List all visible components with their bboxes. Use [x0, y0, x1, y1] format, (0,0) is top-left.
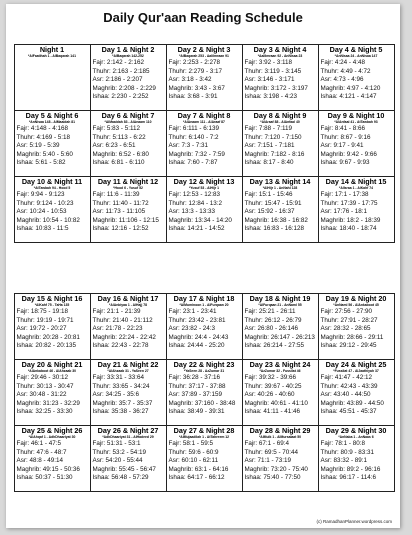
prayer-reading-row: Fajr: 2:253 - 2:278 [168, 59, 220, 66]
prayer-reading-row: Maghrib: 16:38 - 16:82 [244, 216, 308, 224]
prayer-reading-row: Fajr: 41:47 - 42:12 [320, 374, 372, 381]
prayer-reading-row: Thuhr: 7:120 - 7:150 [244, 133, 302, 141]
prayer-reading-row: Ishaa: 18:40 - 18:74 [320, 225, 377, 233]
schedule-cell [90, 176, 167, 243]
prayer-reading-row: Maghrib: 7:182 - 8:16 [244, 150, 305, 158]
cell-surah-range: *AlMaaidah 83 - AlAnaam 110 [104, 120, 152, 124]
prayer-reading-row: Thuhr: 69:5 - 70:44 [244, 448, 299, 456]
cell-surah-range: *Yusuf 53 - AlHijr 1 [188, 186, 220, 190]
schedule-cell [318, 44, 395, 111]
prayer-reading-row: Fajr: 4:24 - 4:48 [320, 59, 365, 66]
prayer-reading-row: Thuhr: 6:140 - 7:2 [168, 133, 219, 141]
prayer-reading-row: Ishaa: 3:198 - 4:23 [244, 93, 298, 101]
cell-day-heading: Night 1 [39, 44, 65, 54]
prayer-reading-row: Asr: 34:25 - 35:6 [92, 391, 140, 399]
cell-surah-range: *AlFaatihah 1 - AlBaqarah 141 [28, 54, 76, 58]
prayer-reading-row: Thuhr: 30:13 - 30:47 [16, 382, 74, 390]
cell-surah-range: *AlIsraa 1 - AlKahf 74 [339, 186, 373, 190]
prayer-reading-row: Asr: 4:73 - 4:96 [320, 76, 364, 84]
prayer-reading-row: Thuhr: 47:6 - 48:7 [16, 448, 67, 456]
cell-day-heading: Day 11 & Night 12 [97, 176, 159, 186]
schedule-cell [318, 425, 395, 492]
schedule-page [6, 4, 400, 528]
prayer-reading-row: Ishaa: 5:61 - 5:82 [16, 159, 66, 167]
prayer-reading-row: Asr: 3:18 - 3:42 [168, 76, 212, 84]
prayer-reading-row: Maghrib: 5:40 - 5:60 [16, 150, 73, 158]
schedule-cell [14, 44, 91, 111]
schedule-cell [318, 293, 395, 360]
prayer-reading-row: Ishaa: 50:37 - 51:30 [16, 474, 73, 482]
prayer-reading-row: Asr: 5:19 - 5:39 [16, 142, 60, 150]
prayer-reading-row: Maghrib: 49:15 - 50:36 [16, 465, 80, 473]
cell-day-heading: Day 17 & Night 18 [173, 293, 235, 303]
schedule-cell [242, 425, 319, 492]
schedule-cell [14, 176, 91, 243]
prayer-reading-row: Asr: 2:186 - 2:207 [92, 76, 143, 84]
cell-day-heading: Day 28 & Night 29 [249, 425, 311, 435]
prayer-reading-row: Fajr: 6:111 - 6:139 [168, 125, 220, 132]
prayer-reading-row: Thuhr: 11:40 - 11:72 [92, 199, 149, 207]
cell-surah-range: *AlAnaam 111 - AlAraaf 87 [183, 120, 225, 124]
prayer-reading-row: Maghrib: 11:106 - 12:15 [92, 216, 159, 224]
schedule-cell [14, 425, 91, 492]
prayer-reading-row: Maghrib: 4:97 - 4:120 [320, 84, 381, 92]
prayer-reading-row: Fajr: 8:41 - 8:66 [320, 125, 365, 132]
prayer-reading-row: Ishaa: 64:17 - 66:12 [168, 474, 225, 482]
prayer-reading-row: Thuhr: 3:119 - 3:145 [244, 67, 302, 75]
cell-surah-range: *AtTawbah 94 - Hood 5 [33, 186, 71, 190]
prayer-reading-row: Thuhr: 33:65 - 34:24 [92, 382, 150, 390]
cell-surah-range: *AnNaml 56 - AlAnkaboot 45 [333, 303, 379, 307]
cell-surah-range: *YaSeen 28 - AzZumar 31 [183, 369, 225, 373]
cell-surah-range: *AlMujaadilah 1 - AtTahreem 12 [178, 435, 230, 439]
prayer-reading-row: Ishaa: 38:49 - 39:31 [168, 408, 225, 416]
cell-day-heading: Day 23 & Night 24 [249, 359, 311, 369]
prayer-reading-row: Fajr: 9:94 - 9:123 [16, 191, 65, 198]
cell-surah-range: *Fussilat 47 - AlJaathiyah 37 [333, 369, 379, 373]
prayer-reading-row: Fajr: 27:56 - 27:90 [320, 308, 372, 315]
cell-surah-range: *AaliImraan 92 - AnNisaa 23 [257, 54, 303, 58]
prayer-reading-row: Asr: 83:32 - 89:1 [320, 457, 368, 465]
prayer-reading-row: Ishaa: 56:48 - 57:29 [92, 474, 149, 482]
cell-surah-range: *AlHijr 1 - AnNahl 128 [262, 186, 298, 190]
cell-day-heading: Day 7 & Night 8 [177, 110, 231, 120]
prayer-reading-row: Asr: 28:32 - 28:65 [320, 325, 371, 333]
prayer-reading-row: Maghrib: 10:54 - 10:82 [16, 216, 80, 224]
prayer-reading-row: Thuhr: 42:43 - 43:39 [320, 382, 378, 390]
prayer-reading-row: Asr: 17:76 - 18:1 [320, 208, 368, 216]
prayer-reading-row: Asr: 10:24 - 10:53 [16, 208, 67, 216]
prayer-reading-row: Fajr: 25:21 - 26:11 [244, 308, 296, 315]
prayer-reading-row: Maghrib: 55:45 - 56:47 [92, 465, 156, 473]
prayer-reading-row: Fajr: 18:75 - 19:18 [16, 308, 68, 315]
prayer-reading-row: Maghrib: 7:32 - 7:59 [168, 150, 225, 158]
cell-day-heading: Day 16 & Night 17 [97, 293, 159, 303]
prayer-reading-row: Fajr: 23:1 - 23:41 [168, 308, 217, 315]
prayer-reading-row: Fajr: 15:1 - 15:46 [244, 191, 293, 198]
cell-day-heading: Day 4 & Night 5 [329, 44, 383, 54]
cell-day-heading: Day 12 & Night 13 [173, 176, 235, 186]
schedule-cell [242, 293, 319, 360]
cell-day-heading: Day 1 & Night 2 [101, 44, 155, 54]
prayer-reading-row: Maghrib: 43:89 - 44:50 [320, 399, 384, 407]
prayer-reading-row: Asr: 6:23 - 6:51 [92, 142, 136, 150]
schedule-cell [166, 44, 243, 111]
schedule-cell [14, 110, 91, 177]
schedule-cell [166, 110, 243, 177]
schedule-cell [242, 176, 319, 243]
prayer-reading-row: Fajr: 17:1 - 17:38 [320, 191, 369, 198]
schedule-cell [318, 359, 395, 426]
prayer-reading-row: Asr: 54:20 - 55:44 [92, 457, 143, 465]
prayer-reading-row: Ishaa: 2:230 - 2:252 [92, 93, 149, 101]
prayer-reading-row: Maghrib: 20:28 - 20:81 [16, 333, 80, 341]
prayer-reading-row: Maghrib: 35:7 - 35:37 [92, 399, 153, 407]
prayer-reading-row: Maghrib: 63:1 - 64:16 [168, 465, 229, 473]
schedule-cell [242, 44, 319, 111]
cell-surah-range: *AlMulk 1 - AlMursalaat 50 [258, 435, 302, 439]
prayer-reading-row: Asr: 40:26 - 40:60 [244, 391, 295, 399]
schedule-cell [242, 110, 319, 177]
cell-surah-range: *AlMuminoon 1 - AlFurqaan 20 [179, 303, 229, 307]
prayer-reading-row: Fajr: 2:142 - 2:162 [92, 59, 144, 66]
prayer-reading-row: Asr: 19:72 - 20:27 [16, 325, 67, 333]
prayer-reading-row: Thuhr: 17:39 - 17:75 [320, 199, 378, 207]
cell-surah-range: *AlAhzaab 31 - YaSeen 27 [107, 369, 149, 373]
prayer-reading-row: Fajr: 12:53 - 12:83 [168, 191, 220, 198]
prayer-reading-row: Thuhr: 39:67 - 40:25 [244, 382, 302, 390]
cell-day-heading: Day 6 & Night 7 [101, 110, 155, 120]
prayer-reading-row: Thuhr: 4:169 - 5:18 [16, 133, 71, 141]
prayer-reading-row: Ishaa: 32:25 - 33:30 [16, 408, 73, 416]
prayer-reading-row: Ishaa: 22:43 - 22:78 [92, 342, 149, 350]
prayer-reading-row: Ishaa: 6:81 - 6:110 [92, 159, 145, 167]
schedule-cell [166, 425, 243, 492]
prayer-reading-row: Maghrib: 18:2 - 18:39 [320, 216, 381, 224]
prayer-reading-row: Asr: 43:40 - 44:50 [320, 391, 371, 399]
schedule-cell [166, 359, 243, 426]
cell-day-heading: Day 27 & Night 28 [173, 425, 235, 435]
cell-day-heading: Day 8 & Night 9 [253, 110, 307, 120]
prayer-reading-row: Fajr: 39:32 - 39:66 [244, 374, 296, 381]
cell-surah-range: *AlKahf 75 - TaHa 135 [34, 303, 70, 307]
prayer-reading-row: Ishaa: 35:38 - 36:27 [92, 408, 149, 416]
prayer-reading-row: Asr: 11:73 - 11:105 [92, 208, 146, 216]
prayer-reading-row: Ishaa: 9:67 - 9:93 [320, 159, 370, 167]
prayer-reading-row: Ishaa: 41:11 - 41:46 [244, 408, 301, 416]
schedule-grid-top [14, 44, 394, 242]
prayer-reading-row: Asr: 15:92 - 16:37 [244, 208, 295, 216]
prayer-reading-row: Ishaa: 96:17 - 114:6 [320, 474, 377, 482]
prayer-reading-row: Asr: 9:17 - 9:41 [320, 142, 364, 150]
prayer-reading-row: Thuhr: 19:19 - 19:71 [16, 316, 74, 324]
prayer-reading-row: Ishaa: 29:12 - 29:45 [320, 342, 377, 350]
cell-day-heading: Day 21 & Night 22 [97, 359, 159, 369]
cell-surah-range: *AlAnbiyaa 1 - AlHajj 78 [109, 303, 147, 307]
prayer-reading-row: Ishaa: 12:16 - 12:52 [92, 225, 149, 233]
prayer-reading-row: Fajr: 5:83 - 5:112 [92, 125, 140, 132]
prayer-reading-row: Thuhr: 9:124 - 10:23 [16, 199, 74, 207]
cell-surah-range: *AdhDhaariyat 31 - AlHadeed 29 [102, 435, 154, 439]
cell-day-heading: Day 15 & Night 16 [21, 293, 83, 303]
cell-surah-range: *AnNaba 1 - AnNaas 6 [338, 435, 374, 439]
prayer-reading-row: Ishaa: 20:82 - 20:135 [16, 342, 77, 350]
prayer-reading-row: Maghrib: 13:34 - 14:20 [168, 216, 232, 224]
prayer-reading-row: Asr: 30:48 - 31:22 [16, 391, 67, 399]
prayer-reading-row: Thuhr: 15:47 - 15:91 [244, 199, 302, 207]
schedule-cell [14, 359, 91, 426]
prayer-reading-row: Fajr: 78:1 - 80:8 [320, 440, 365, 447]
prayer-reading-row: Thuhr: 8:67 - 9:16 [320, 133, 371, 141]
schedule-cell [318, 110, 395, 177]
prayer-reading-row: Ishaa: 75:40 - 77:50 [244, 474, 301, 482]
prayer-reading-row: Fajr: 58:1 - 59:5 [168, 440, 213, 447]
cell-day-heading: Day 13 & Night 14 [249, 176, 311, 186]
schedule-cell [318, 176, 395, 243]
prayer-reading-row: Ishaa: 7:60 - 7:87 [168, 159, 218, 167]
schedule-cell [166, 293, 243, 360]
prayer-reading-row: Thuhr: 2:163 - 2:185 [92, 67, 150, 75]
schedule-cell [166, 176, 243, 243]
cell-surah-range: *AnNisaa 148 - AlMaaidah 81 [28, 120, 76, 124]
prayer-reading-row: Thuhr: 80:9 - 83:31 [320, 448, 375, 456]
prayer-reading-row: Maghrib: 26:147 - 26:213 [244, 333, 315, 341]
prayer-reading-row: Asr: 37:89 - 37:159 [168, 391, 223, 399]
prayer-reading-row: Maghrib: 40:61 - 41:10 [244, 399, 308, 407]
cell-surah-range: *AlAraaf 88 - AlAnfaal 40 [260, 120, 300, 124]
prayer-reading-row: Asr: 23:82 - 24:3 [168, 325, 216, 333]
prayer-reading-row: Thuhr: 21:40 - 21:112 [92, 316, 153, 324]
prayer-reading-row: Ishaa: 16:83 - 16:128 [244, 225, 305, 233]
prayer-reading-row: Thuhr: 26:12 - 26:79 [244, 316, 302, 324]
cell-day-heading: Day 9 & Night 10 [327, 110, 385, 120]
cell-day-heading: Day 3 & Night 4 [253, 44, 307, 54]
prayer-reading-row: Fajr: 21:1 - 21:39 [92, 308, 141, 315]
prayer-reading-row: Thuhr: 5:113 - 6:22 [92, 133, 146, 141]
prayer-reading-row: Maghrib: 24:4 - 24:43 [168, 333, 229, 341]
cell-surah-range: *Hood 6 - Yusuf 52 [113, 186, 143, 190]
prayer-reading-row: Asr: 60:10 - 62:11 [168, 457, 219, 465]
prayer-reading-row: Maghrib: 9:42 - 9:66 [320, 150, 377, 158]
prayer-reading-row: Maghrib: 3:172 - 3:197 [244, 84, 308, 92]
prayer-reading-row: Ishaa: 24:44 - 25:20 [168, 342, 225, 350]
cell-day-heading: Day 19 & Night 20 [325, 293, 387, 303]
prayer-reading-row: Maghrib: 2:208 - 2:229 [92, 84, 156, 92]
prayer-reading-row: Ishaa: 4:121 - 4:147 [320, 93, 377, 101]
schedule-cell [14, 293, 91, 360]
prayer-reading-row: Maghrib: 28:66 - 29:11 [320, 333, 384, 341]
cell-day-heading: Day 20 & Night 21 [21, 359, 83, 369]
prayer-reading-row: Fajr: 3:92 - 3:118 [244, 59, 292, 66]
prayer-reading-row: Fajr: 36:28 - 37:16 [168, 374, 220, 381]
schedule-cell [90, 293, 167, 360]
cell-surah-range: *AlFurqaan 21 - AnNaml 55 [258, 303, 302, 307]
prayer-reading-row: Thuhr: 12:84 - 13:2 [168, 199, 223, 207]
prayer-reading-row: Ishaa: 10:83 - 11:5 [16, 225, 69, 233]
credit-text: (c) RamadhanPlanner.wordpress.com [316, 519, 392, 524]
prayer-reading-row: Asr: 71:1 - 73:19 [244, 457, 292, 465]
cell-day-heading: Day 26 & Night 27 [97, 425, 159, 435]
prayer-reading-row: Thuhr: 2:279 - 3:17 [168, 67, 223, 75]
cell-day-heading: Day 2 & Night 3 [177, 44, 231, 54]
cell-surah-range: *AlAnfaal 41 - AtTawbah 93 [334, 120, 378, 124]
prayer-reading-row: Maghrib: 6:52 - 6:80 [92, 150, 149, 158]
cell-surah-range: *AlBaqarah 253 - AaliImraan 91 [179, 54, 229, 58]
prayer-reading-row: Fajr: 11:6 - 11:39 [92, 191, 140, 198]
prayer-reading-row: Maghrib: 31:23 - 32:29 [16, 399, 80, 407]
prayer-reading-row: Thuhr: 23:42 - 23:81 [168, 316, 226, 324]
prayer-reading-row: Fajr: 46:1 - 47:5 [16, 440, 61, 447]
cell-day-heading: Day 18 & Night 19 [249, 293, 311, 303]
cell-surah-range: *AnNisaa 24 - AnNisaa 147 [334, 54, 378, 58]
cell-day-heading: Day 29 & Night 30 [325, 425, 387, 435]
cell-day-heading: Day 5 & Night 6 [25, 110, 79, 120]
schedule-cell [90, 425, 167, 492]
prayer-reading-row: Fajr: 29:46 - 30:12 [16, 374, 68, 381]
cell-day-heading: Day 14 & Night 15 [325, 176, 387, 186]
schedule-cell [90, 44, 167, 111]
prayer-reading-row: Asr: 7:151 - 7:181 [244, 142, 295, 150]
cell-surah-range: *AlAhqaf 1 - AdhDhaariyat 30 [28, 435, 76, 439]
prayer-reading-row: Ishaa: 45:51 - 45:37 [320, 408, 377, 416]
prayer-reading-row: Thuhr: 53:2 - 54:19 [92, 448, 147, 456]
cell-surah-range: *AlBaqarah 142-252 [112, 54, 144, 58]
schedule-cell [90, 110, 167, 177]
prayer-reading-row: Maghrib: 22:24 - 22:42 [92, 333, 156, 341]
prayer-reading-row: Asr: 13:3 - 13:33 [168, 208, 216, 216]
prayer-reading-row: Fajr: 33:31 - 33:64 [92, 374, 144, 381]
prayer-reading-row: Maghrib: 89:2 - 96:16 [320, 465, 381, 473]
prayer-reading-row: Asr: 7:3 - 7:31 [168, 142, 209, 150]
prayer-reading-row: Maghrib: 37:160 - 38:48 [168, 399, 236, 407]
prayer-reading-row: Ishaa: 8:17 - 8:40 [244, 159, 294, 167]
page-title: Daily Qur'aan Reading Schedule [103, 10, 303, 25]
prayer-reading-row: Asr: 21:78 - 22:23 [92, 325, 143, 333]
prayer-reading-row: Asr: 26:80 - 26:146 [244, 325, 299, 333]
prayer-reading-row: Fajr: 51:31 - 53:1 [92, 440, 141, 447]
cell-surah-range: *AlAnkaboot 46 - AlAhzaab 30 [27, 369, 77, 373]
cell-surah-range: *AzZumar 32 - Fussilat 46 [259, 369, 301, 373]
cell-day-heading: Day 25 & Night 26 [21, 425, 83, 435]
schedule-grid-bottom [14, 293, 394, 491]
prayer-reading-row: Thuhr: 27:91 - 28:27 [320, 316, 378, 324]
prayer-reading-row: Ishaa: 3:68 - 3:91 [168, 93, 218, 101]
cell-day-heading: Day 24 & Night 25 [325, 359, 387, 369]
prayer-reading-row: Fajr: 67:1 - 69:4 [244, 440, 289, 447]
prayer-reading-row: Asr: 48:8 - 49:14 [16, 457, 64, 465]
prayer-reading-row: Fajr: 4:148 - 4:168 [16, 125, 68, 132]
prayer-reading-row: Maghrib: 3:43 - 3:67 [168, 84, 225, 92]
schedule-cell [90, 359, 167, 426]
schedule-cell [242, 359, 319, 426]
prayer-reading-row: Maghrib: 73:20 - 75:40 [244, 465, 308, 473]
prayer-reading-row: Thuhr: 4:49 - 4:72 [320, 67, 371, 75]
prayer-reading-row: Ishaa: 26:214 - 27:55 [244, 342, 305, 350]
cell-day-heading: Day 10 & Night 11 [21, 176, 83, 186]
prayer-reading-row: Thuhr: 59:6 - 60:9 [168, 448, 219, 456]
prayer-reading-row: Ishaa: 14:21 - 14:52 [168, 225, 225, 233]
prayer-reading-row: Fajr: 7:88 - 7:119 [244, 125, 292, 132]
prayer-reading-row: Asr: 3:146 - 3:171 [244, 76, 295, 84]
cell-day-heading: Day 22 & Night 23 [173, 359, 235, 369]
prayer-reading-row: Thuhr: 37:17 - 37:88 [168, 382, 226, 390]
